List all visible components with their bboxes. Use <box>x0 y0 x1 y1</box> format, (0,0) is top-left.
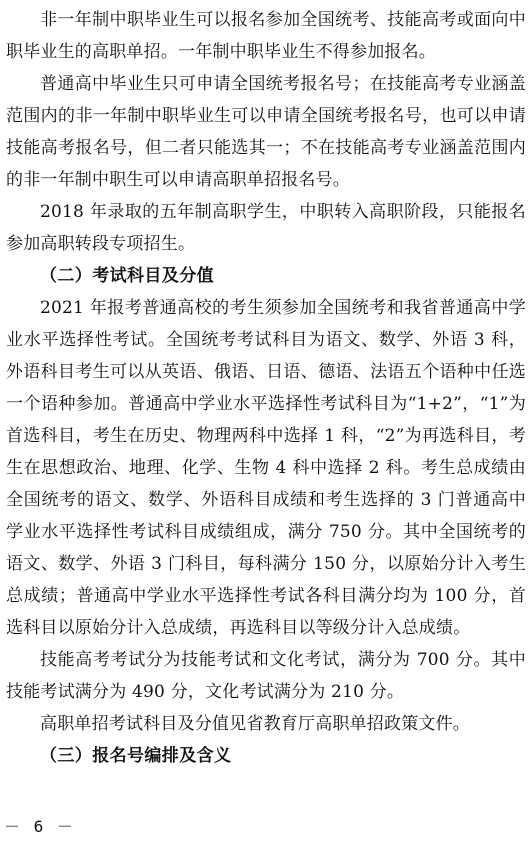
page-number: － 6 － <box>4 817 75 836</box>
section-heading-exam-subjects: （二）考试科目及分值 <box>40 266 214 286</box>
section-heading-registration-number: （三）报名号编排及含义 <box>40 746 232 766</box>
paragraph-five-year-students: 2018 年录取的五年制高职学生，中职转入高职阶段，只能报名参加高职转段专项招生。 <box>6 202 526 254</box>
paragraph-exam-subjects-scores: 2021 年报考普通高校的考生须参加全国统考和我省普通高中学业水平选择性考试。全国统考考试科目为语文、数学、外语 3 科，外语科目考生可以从英语、俄语、日语、德语、法语五个语种中任选一个语种参加。普通高中学业水平选择性考试科目为“1+2”，“1”为首选科目，考生在历史、物理两科中选择 1 科，“2”为再选科目，考生在思想政治、地理、化学、生物 4 科中选择 2 科。考生总成绩由全国统考的语文、数学、外语科目成绩和考生选择的 3 门普通高中学业水平选择性考试科目成绩组成，满分 750 分。其中全国统考的语文、数学、外语 3 门科目，每科满分 150 分，以原始分计入考生总成绩；普通高中学业水平选择性考试各科目满分均为 100 分，首选科目以原始分计入总成绩，再选科目以等级分计入总成绩。 <box>6 298 526 638</box>
paragraph-registration-number-rules: 普通高中毕业生只可申请全国统考报名号；在技能高考专业涵盖范围内的非一年制中职毕业生可以申请全国统考报名号，也可以申请技能高考报名号，但二者只能选其一；不在技能高考专业涵盖范围内的非一年制中职生可以申请高职单招报名号。 <box>6 74 526 190</box>
document-body <box>6 4 526 772</box>
paragraph-single-enrollment: 高职单招考试科目及分值见省教育厅高职单招政策文件。 <box>40 714 470 734</box>
paragraph-eligibility-vocational: 非一年制中职毕业生可以报名参加全国统考、技能高考或面向中职毕业生的高职单招。一年制中职毕业生不得参加报名。 <box>6 10 526 62</box>
paragraph-skills-exam-scores: 技能高考考试分为技能考试和文化考试，满分为 700 分。其中技能考试满分为 490 分，文化考试满分为 210 分。 <box>6 650 526 702</box>
